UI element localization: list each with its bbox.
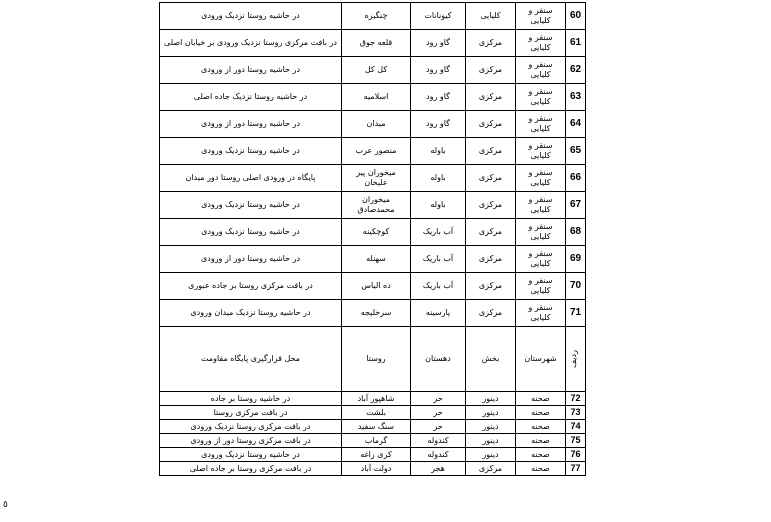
county-cell: سنقر و کلیایی — [516, 3, 566, 30]
rural-district-cell: حر — [411, 420, 466, 434]
header-section — [160, 327, 586, 392]
location-cell: در حاشیه روستا دور از ورودی — [160, 57, 342, 84]
county-cell: سنقر و کلیایی — [516, 138, 566, 165]
table-row — [160, 111, 586, 138]
table-row — [160, 219, 586, 246]
table-row — [160, 165, 586, 192]
row-number-cell: 74 — [566, 420, 586, 434]
row-number-cell: 66 — [566, 165, 586, 192]
location-cell: در حاشیه روستا نزدیک ورودی — [160, 3, 342, 30]
table-row — [160, 273, 586, 300]
village-cell: میخوران پیر علیخان — [342, 165, 411, 192]
district-cell: مرکزی — [466, 219, 516, 246]
district-cell: مرکزی — [466, 57, 516, 84]
district-cell: مرکزی — [466, 165, 516, 192]
table-row — [160, 420, 586, 434]
county-cell: سنقر و کلیایی — [516, 300, 566, 327]
location-cell: در حاشیه روستا نزدیک ورودی — [160, 138, 342, 165]
table-row — [160, 30, 586, 57]
page-number: ٥ — [3, 500, 8, 510]
village-cell: چنگیزه — [342, 3, 411, 30]
county-cell: صحنه — [516, 462, 566, 476]
row-number-cell: 65 — [566, 138, 586, 165]
table-header-row — [160, 327, 586, 392]
village-cell: کل کل — [342, 57, 411, 84]
district-cell: مرکزی — [466, 30, 516, 57]
table-row — [160, 138, 586, 165]
county-cell: سنقر و کلیایی — [516, 84, 566, 111]
header-rural-district: دهستان — [411, 327, 466, 392]
table-row — [160, 3, 586, 30]
district-cell: مرکزی — [466, 138, 516, 165]
row-number-cell: 75 — [566, 434, 586, 448]
rural-district-cell: آب باریک — [411, 219, 466, 246]
header-village: روستا — [342, 327, 411, 392]
village-cell: میخوران محمدصادق — [342, 192, 411, 219]
village-cell: گرماب — [342, 434, 411, 448]
table-row — [160, 392, 586, 406]
county-cell: سنقر و کلیایی — [516, 30, 566, 57]
location-cell: در بافت مرکزی روستا نزدیک ورودی — [160, 420, 342, 434]
rural-district-cell: هجر — [411, 462, 466, 476]
village-cell: بلشت — [342, 406, 411, 420]
location-cell: در بافت مرکزی روستا — [160, 406, 342, 420]
district-cell: مرکزی — [466, 246, 516, 273]
location-cell: پایگاه در ورودی اصلی روستا دور میدان — [160, 165, 342, 192]
location-cell: در بافت مرکزی روستا بر جاده عبوری — [160, 273, 342, 300]
rural-district-cell: گاو رود — [411, 30, 466, 57]
top-rows — [160, 3, 586, 327]
rural-district-cell: کیونانات — [411, 3, 466, 30]
village-cell: سنگ سفید — [342, 420, 411, 434]
row-number-cell: 64 — [566, 111, 586, 138]
village-cell: اسلامیه — [342, 84, 411, 111]
row-number-cell: 70 — [566, 273, 586, 300]
village-cell: قلعه جوق — [342, 30, 411, 57]
table-row — [160, 246, 586, 273]
row-number-cell: 69 — [566, 246, 586, 273]
resistance-bases-table — [159, 2, 586, 476]
table-row — [160, 57, 586, 84]
header-district: بخش — [466, 327, 516, 392]
district-cell: مرکزی — [466, 192, 516, 219]
district-cell: دینور — [466, 448, 516, 462]
row-number-cell: 62 — [566, 57, 586, 84]
location-cell: در بافت مرکزی روستا بر جاده اصلی — [160, 462, 342, 476]
header-row-number: ردیف — [566, 327, 586, 392]
district-cell: مرکزی — [466, 84, 516, 111]
row-number-cell: 67 — [566, 192, 586, 219]
rural-district-cell: گاو رود — [411, 57, 466, 84]
village-cell: ده الیاس — [342, 273, 411, 300]
rural-district-cell: باوله — [411, 192, 466, 219]
location-cell: در حاشیه روستا نزدیک ورودی — [160, 192, 342, 219]
table-row — [160, 434, 586, 448]
district-cell: کلیایی — [466, 3, 516, 30]
location-cell: در حاشیه روستا نزدیک ورودی — [160, 219, 342, 246]
rural-district-cell: کندوله — [411, 434, 466, 448]
location-cell: در بافت مرکزی روستا دور از ورودی — [160, 434, 342, 448]
district-cell: دینور — [466, 434, 516, 448]
village-cell: شاهپور آباد — [342, 392, 411, 406]
table-row — [160, 84, 586, 111]
row-number-cell: 63 — [566, 84, 586, 111]
row-number-cell: 77 — [566, 462, 586, 476]
table-row — [160, 406, 586, 420]
location-cell: در حاشیه روستا نزدیک ورودی — [160, 448, 342, 462]
row-number-cell: 71 — [566, 300, 586, 327]
county-cell: صحنه — [516, 434, 566, 448]
district-cell: مرکزی — [466, 111, 516, 138]
village-cell: کری زاغه — [342, 448, 411, 462]
header-location: محل قرارگیری پایگاه مقاومت — [160, 327, 342, 392]
village-cell: منصور عرب — [342, 138, 411, 165]
county-cell: سنقر و کلیایی — [516, 111, 566, 138]
village-cell: دولت آباد — [342, 462, 411, 476]
rural-district-cell: گاو رود — [411, 111, 466, 138]
district-cell: مرکزی — [466, 273, 516, 300]
table-row — [160, 448, 586, 462]
rural-district-cell: حر — [411, 406, 466, 420]
location-cell: در حاشیه روستا نزدیک جاده اصلی — [160, 84, 342, 111]
district-cell: دینور — [466, 420, 516, 434]
row-number-cell: 68 — [566, 219, 586, 246]
village-cell: سرخلیجه — [342, 300, 411, 327]
table-row — [160, 462, 586, 476]
table-row — [160, 300, 586, 327]
header-county: شهرستان — [516, 327, 566, 392]
county-cell: صحنه — [516, 420, 566, 434]
county-cell: سنقر و کلیایی — [516, 246, 566, 273]
county-cell: سنقر و کلیایی — [516, 219, 566, 246]
location-cell: در حاشیه روستا نزدیک میدان ورودی — [160, 300, 342, 327]
district-cell: دینور — [466, 392, 516, 406]
location-cell: در بافت مرکزی روستا نزدیک ورودی بر خیابان اصلی — [160, 30, 342, 57]
rural-district-cell: آب باریک — [411, 273, 466, 300]
row-number-cell: 72 — [566, 392, 586, 406]
rural-district-cell: حر — [411, 392, 466, 406]
location-cell: در حاشیه روستا بر جاده — [160, 392, 342, 406]
county-cell: صحنه — [516, 448, 566, 462]
county-cell: سنقر و کلیایی — [516, 192, 566, 219]
bottom-rows — [160, 392, 586, 476]
table-row — [160, 192, 586, 219]
district-cell: دینور — [466, 406, 516, 420]
village-cell: کوچکینه — [342, 219, 411, 246]
row-number-cell: 60 — [566, 3, 586, 30]
rural-district-cell: کندوله — [411, 448, 466, 462]
county-cell: سنقر و کلیایی — [516, 57, 566, 84]
district-cell: مرکزی — [466, 462, 516, 476]
row-number-cell: 61 — [566, 30, 586, 57]
county-cell: صحنه — [516, 392, 566, 406]
row-number-cell: 76 — [566, 448, 586, 462]
row-number-cell: 73 — [566, 406, 586, 420]
rural-district-cell: پارسینه — [411, 300, 466, 327]
location-cell: در حاشیه روستا دور از ورودی — [160, 111, 342, 138]
county-cell: سنقر و کلیایی — [516, 273, 566, 300]
rural-district-cell: باوله — [411, 165, 466, 192]
rural-district-cell: آب باریک — [411, 246, 466, 273]
rural-district-cell: گاو رود — [411, 84, 466, 111]
location-cell: در حاشیه روستا دور از ورودی — [160, 246, 342, 273]
district-cell: مرکزی — [466, 300, 516, 327]
village-cell: میدان — [342, 111, 411, 138]
county-cell: صحنه — [516, 406, 566, 420]
village-cell: سهنله — [342, 246, 411, 273]
rural-district-cell: باوله — [411, 138, 466, 165]
county-cell: سنقر و کلیایی — [516, 165, 566, 192]
